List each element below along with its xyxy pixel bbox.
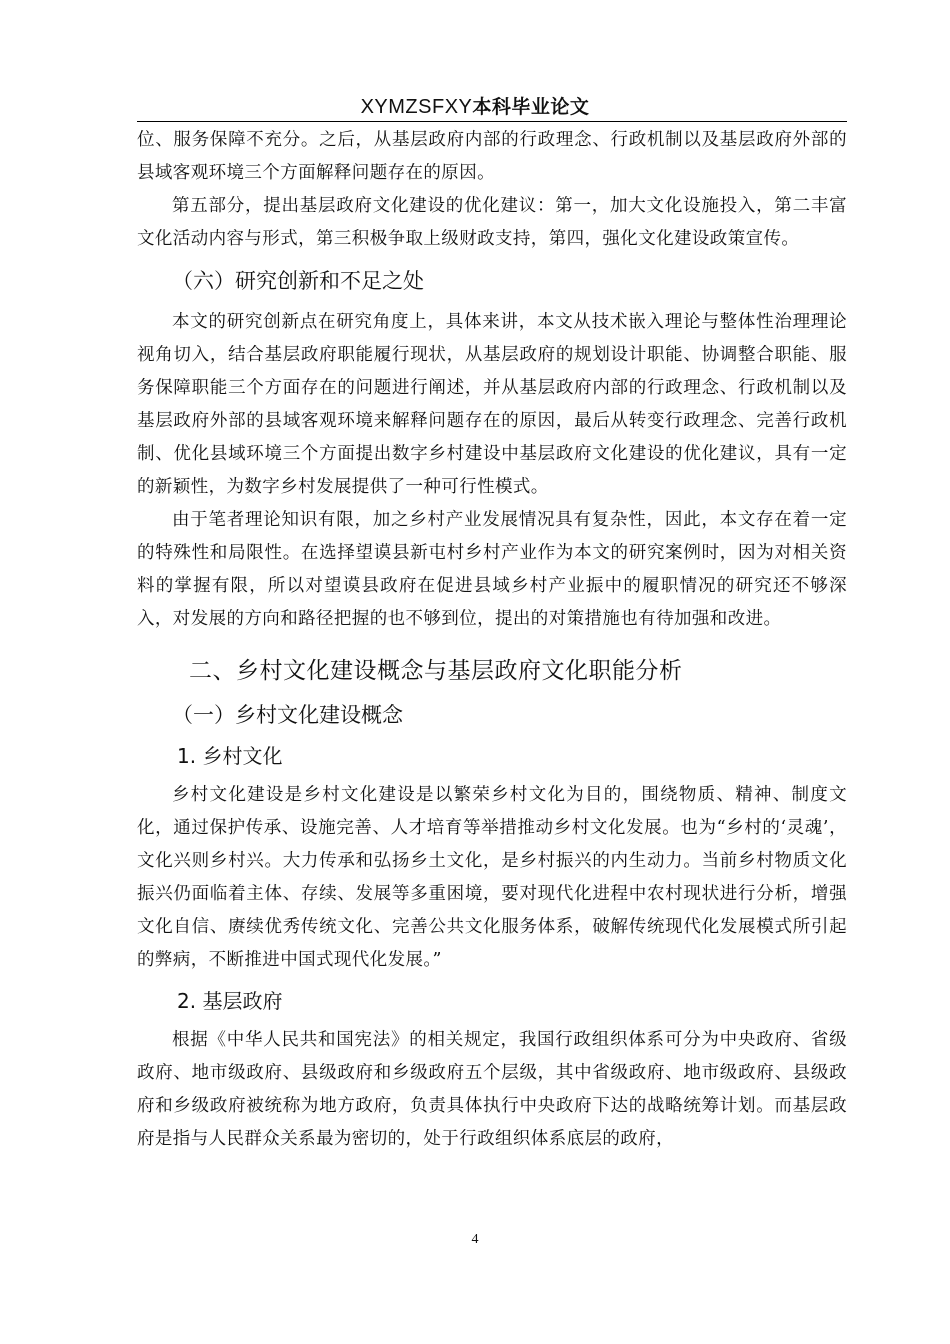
subsection-heading-rural-culture: 1. 乡村文化 [177, 744, 283, 768]
chapter-heading-two: 二、乡村文化建设概念与基层政府文化职能分析 [189, 658, 683, 684]
paragraph-rural-culture: 乡村文化建设是乡村文化建设是以繁荣乡村文化为目的，围绕物质、精神、制度文化，通过保护传承、设施完善、人才培育等举措推动乡村文化发展。也为“乡村的‘灵魂’，文化兴则乡村兴。大力传承和弘扬乡土文化，是乡村振兴的内生动力。当前乡村物质文化振兴仍面临着主体、存续、发展等多重困境，要对现代化进程中农村现状进行分析，增强文化自信、赓续优秀传统文化、完善公共文化服务体系，破解传统现代化发展模式所引起的弊病，不断推进中国式现代化发展。” [137, 785, 847, 970]
page-body [137, 124, 847, 1156]
paragraph-innovation: 本文的研究创新点在研究角度上，具体来讲，本文从技术嵌入理论与整体性治理理论视角切入，结合基层政府职能履行现状，从基层政府的规划设计职能、协调整合职能、服务保障职能三个方面存在的问题进行阐述，并从基层政府内部的行政理念、行政机制以及基层政府外部的县域客观环境来解释问题存在的原因，最后从转变行政理念、完善行政机制、优化县域环境三个方面提出数字乡村建设中基层政府文化建设的优化建议，具有一定的新颖性，为数字乡村发展提供了一种可行性模式。 [137, 312, 847, 497]
paragraph-grassroots-government: 根据《中华人民共和国宪法》的相关规定，我国行政组织体系可分为中央政府、省级政府、地市级政府、县级政府和乡级政府五个层级，其中省级政府、地市级政府、县级政府和乡级政府被统称为地方政府，负责具体执行中央政府下达的战略统筹计划。而基层政府是指与人民群众关系最为密切的，处于行政组织体系底层的政府， [137, 1030, 847, 1149]
page-header [0, 92, 950, 119]
header-school-code: XYMZSFXY [360, 96, 473, 118]
paragraph-continued: 位、服务保障不充分。之后，从基层政府内部的行政理念、行政机制以及基层政府外部的县域客观环境三个方面解释问题存在的原因。 [137, 130, 847, 183]
header-rule [137, 121, 847, 122]
section-heading-six: （六）研究创新和不足之处 [172, 269, 424, 293]
page-number: 4 [471, 1232, 479, 1247]
header-title: 本科毕业论文 [472, 96, 590, 118]
section-heading-one: （一）乡村文化建设概念 [172, 703, 403, 727]
subsection-heading-grassroots-government: 2. 基层政府 [177, 989, 283, 1013]
paragraph-part-five: 第五部分，提出基层政府文化建设的优化建议：第一，加大文化设施投入，第二丰富文化活动内容与形式，第三积极争取上级财政支持，第四，强化文化建设政策宣传。 [137, 196, 847, 249]
paragraph-limitations: 由于笔者理论知识有限，加之乡村产业发展情况具有复杂性，因此，本文存在着一定的特殊性和局限性。在选择望谟县新屯村乡村产业作为本文的研究案例时，因为对相关资料的掌握有限，所以对望谟县政府在促进县域乡村产业振中的履职情况的研究还不够深入，对发展的方向和路径把握的也不够到位，提出的对策措施也有待加强和改进。 [137, 510, 847, 629]
